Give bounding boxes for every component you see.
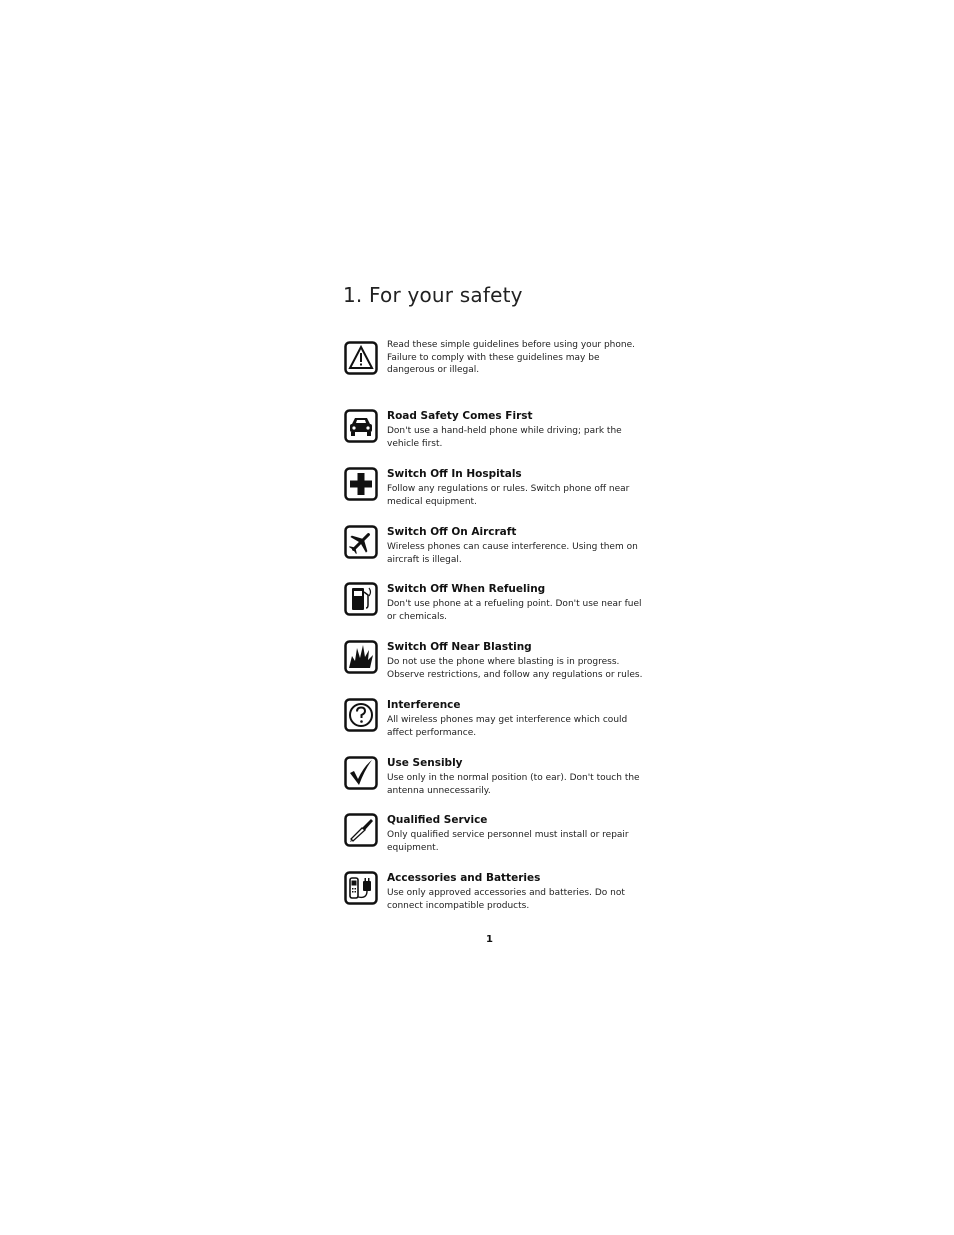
medical-cross-icon xyxy=(344,467,378,501)
item-text: Use only in the normal position (to ear). Don't touch the antenna unnecessarily. xyxy=(387,773,640,796)
checkmark-icon xyxy=(344,756,378,790)
item-heading: Switch Off In Hospitals xyxy=(387,468,522,480)
item-text: Only qualified service personnel must install or repair equipment. xyxy=(387,830,629,853)
fuel-pump-icon xyxy=(344,582,378,616)
item-heading: Road Safety Comes First xyxy=(387,410,533,422)
item-text: Don't use a hand-held phone while driving; park the vehicle first. xyxy=(387,426,622,449)
intro-text: Read these simple guidelines before using your phone. Failure to comply with these guidelines may be dangerous or illegal. xyxy=(387,340,635,375)
item-heading: Accessories and Batteries xyxy=(387,872,541,884)
item-heading: Qualified Service xyxy=(387,814,488,826)
page-number: 1 xyxy=(486,934,493,945)
item-heading: Switch Off On Aircraft xyxy=(387,526,517,538)
item-text: All wireless phones may get interference which could affect performance. xyxy=(387,715,628,738)
explosion-icon xyxy=(344,640,378,674)
item-text: Don't use phone at a refueling point. Don't use near fuel or chemicals. xyxy=(387,599,642,622)
item-heading: Interference xyxy=(387,699,461,711)
item-text: Use only approved accessories and batteries. Do not connect incompatible products. xyxy=(387,888,625,911)
question-mark-icon xyxy=(344,698,378,732)
screwdriver-icon xyxy=(344,813,378,847)
airplane-icon xyxy=(344,525,378,559)
item-heading: Switch Off Near Blasting xyxy=(387,641,532,653)
item-heading: Switch Off When Refueling xyxy=(387,583,546,595)
item-heading: Use Sensibly xyxy=(387,757,463,769)
warning-triangle-icon xyxy=(344,341,378,375)
item-text: Follow any regulations or rules. Switch phone off near medical equipment. xyxy=(387,484,630,507)
phone-charger-icon xyxy=(344,871,378,905)
car-icon xyxy=(344,409,378,443)
item-text: Do not use the phone where blasting is in progress. Observe restrictions, and follow any regulations or rules. xyxy=(387,657,643,680)
page-title: 1. For your safety xyxy=(343,283,523,307)
item-text: Wireless phones can cause interference. Using them on aircraft is illegal. xyxy=(387,542,638,565)
